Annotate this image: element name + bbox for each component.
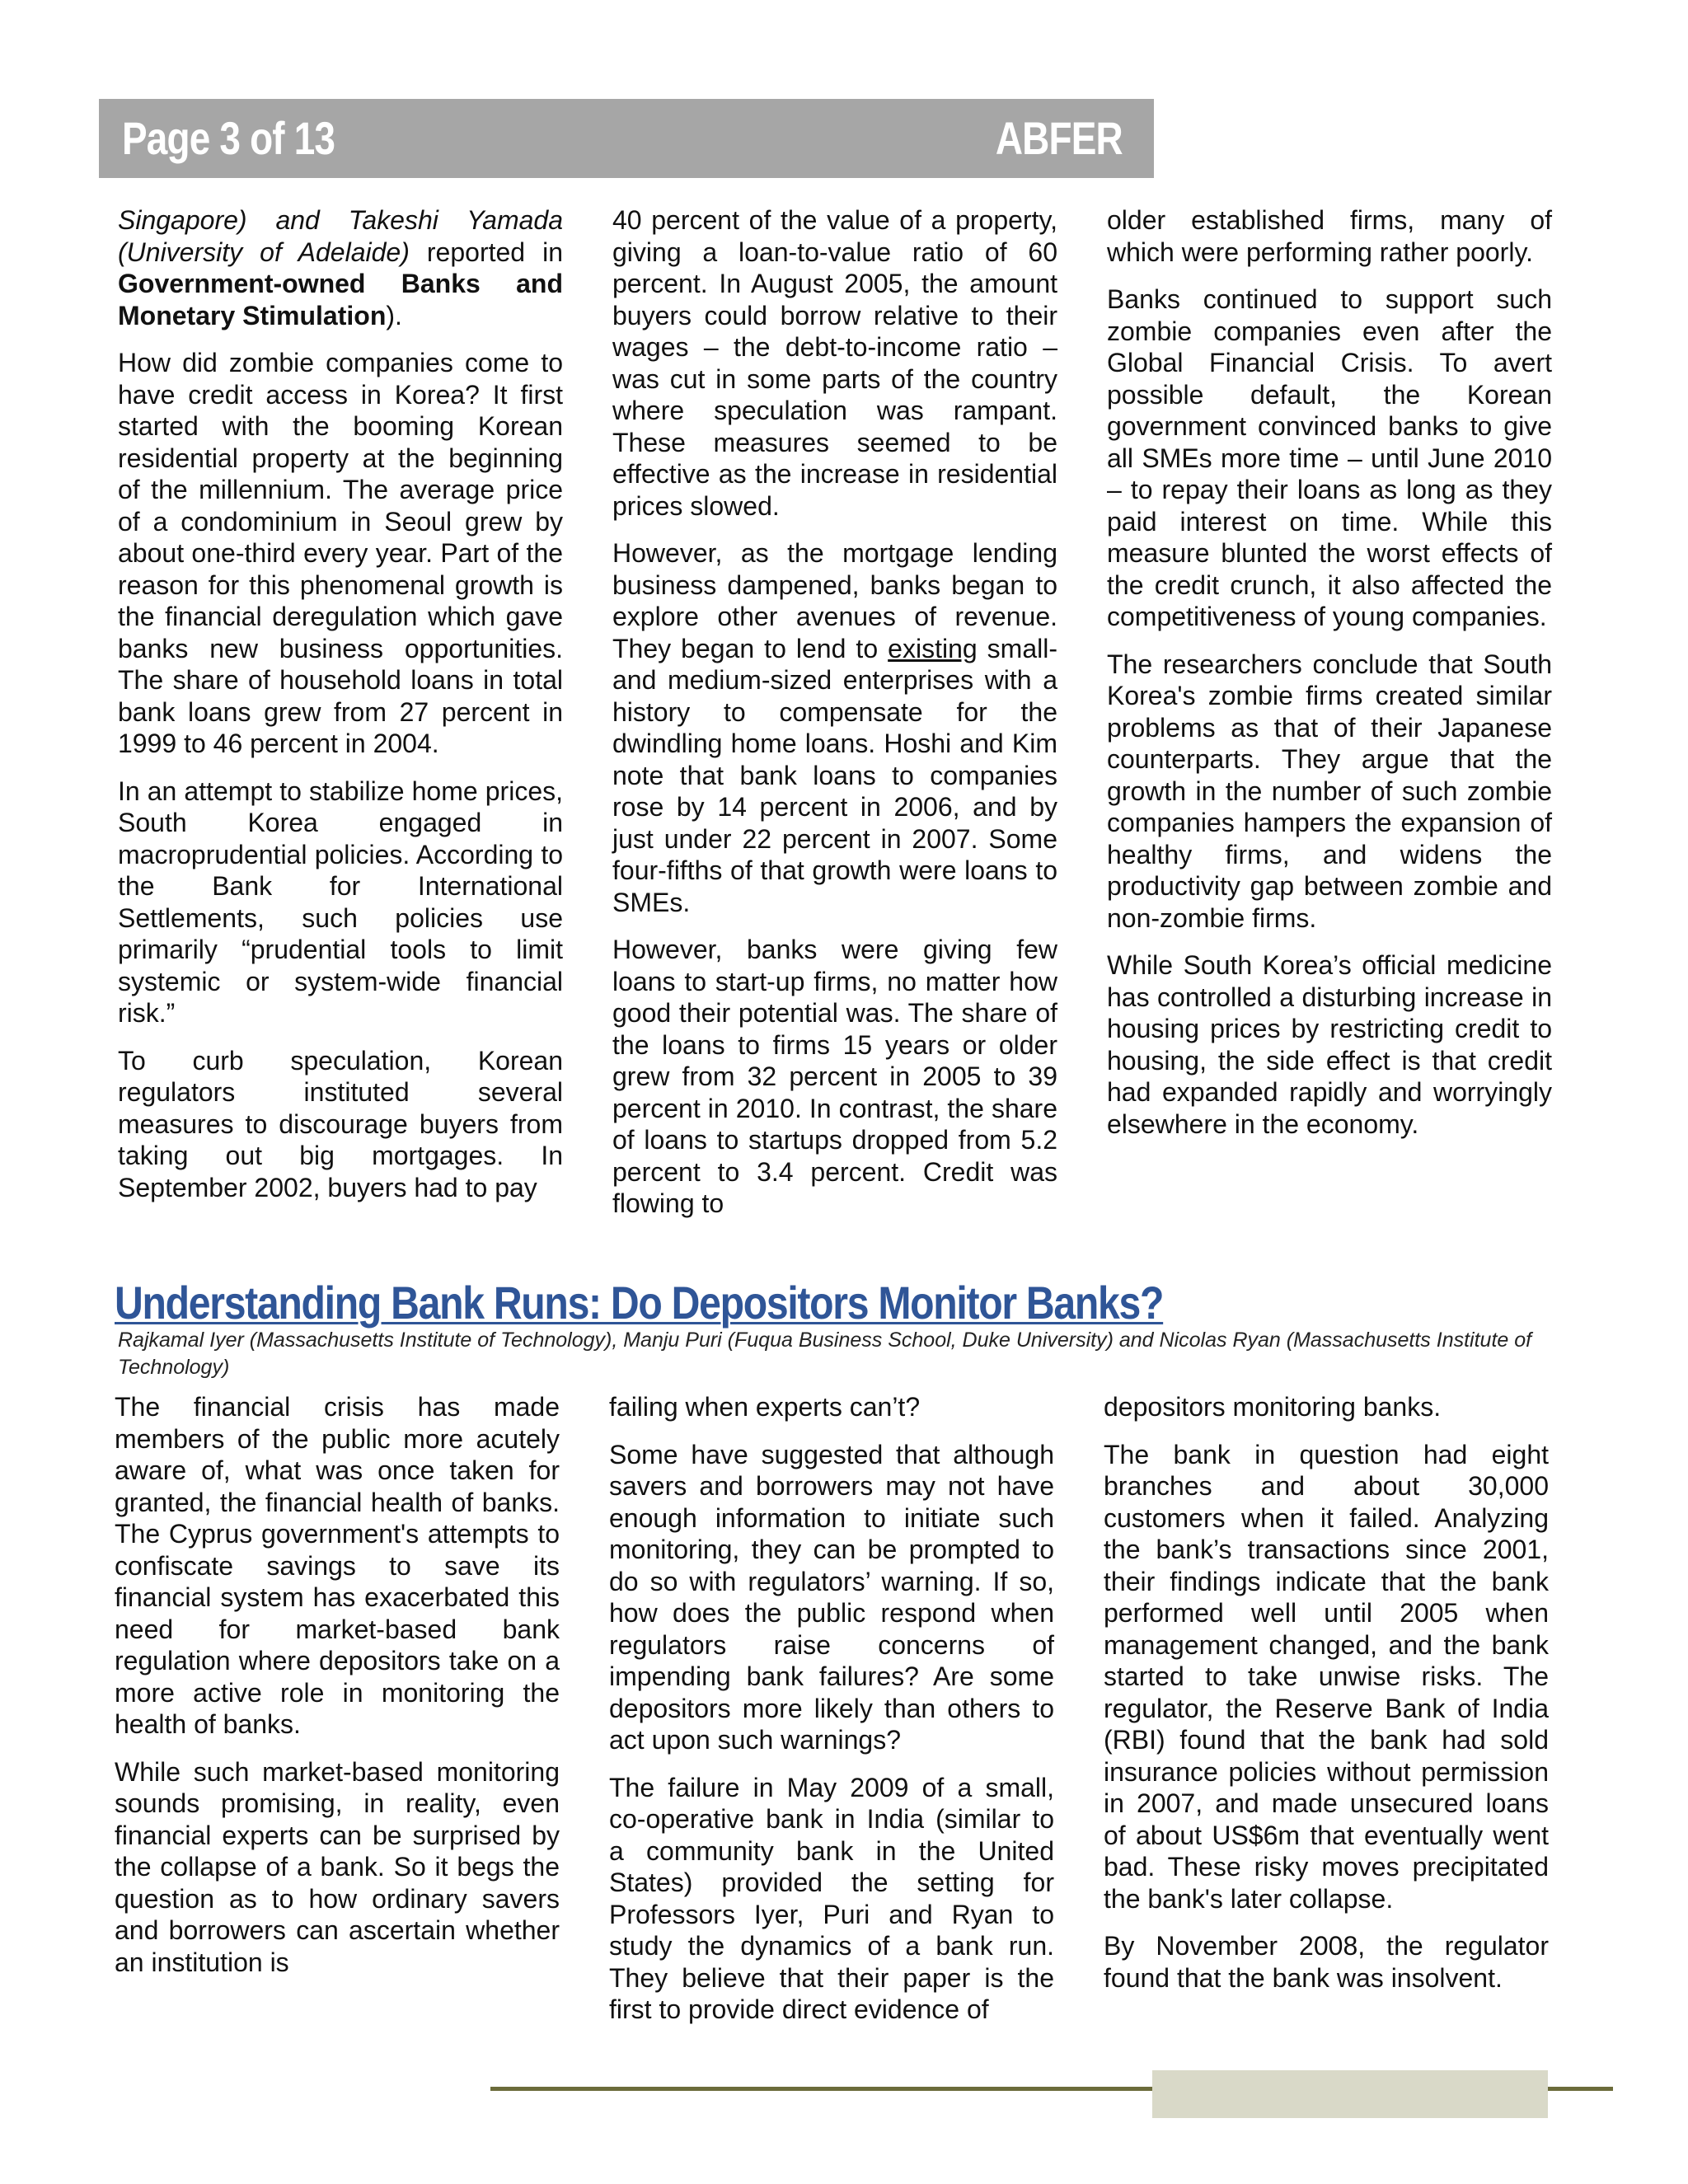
- paragraph: While such market-based monitoring sounds promising, in reality, even financial experts can be surprised by the collapse of a bank. So it begs the question as to how ordinary savers and borrowers can ascertain whether an institution is: [115, 1756, 560, 1977]
- article2-col1: [115, 1391, 560, 2041]
- paragraph: The financial crisis has made members of the public more acutely aware of, what was once taken for granted, the financial health of banks. The Cyprus government's attempts to confiscate savings to save its financial system has exacerbated this need for market-based bank regulation where depositors take on a more active role in monitoring the health of banks.: [115, 1392, 560, 1739]
- underlined-word: existing: [888, 633, 978, 663]
- paragraph: In an attempt to stabilize home prices, South Korea engaged in macroprudential policies. According to the Bank for International Settlements, such policies use primarily “prudential tools to limit systemic or system-wide financial risk.”: [118, 776, 563, 1028]
- author-affiliation: Singapore) and Takeshi Yamada (University of Adelaide): [118, 205, 563, 267]
- paragraph: [612, 537, 1057, 918]
- brand-label: ABFER: [995, 112, 1123, 164]
- text-run: small- and medium-sized enterprises with a history to compensate for the dwindling home loans. Hoshi and Kim note that bank loans to companies rose by 14 percent in 2006, and by just under 22 percent in 2007. Some four-fifths of that growth were loans to SMEs.: [612, 633, 1058, 917]
- text-run: However, as the mortgage lending business dampened, banks began to explore other avenues of revenue. They began to lend to: [612, 538, 1057, 663]
- article1-col3: [1107, 204, 1552, 1235]
- paper-title: Government-owned Banks and Monetary Stimulation: [118, 269, 563, 330]
- text-run: reported in: [409, 237, 564, 267]
- paragraph: The bank in question had eight branches and about 30,000 customers when it failed. Analyzing the bank’s transactions since 2001, their findings indicate that the bank performed well until 2005 when management changed, and the bank started to take unwise risks. The regulator, the Reserve Bank of India (RBI) found that the bank had sold insurance policies without permission in 2007, and made unsecured loans of about US$6m that eventually went bad. These risky moves precipitated the bank's later collapse.: [1104, 1439, 1549, 1914]
- paragraph: By November 2008, the regulator found that the bank was insolvent.: [1104, 1931, 1549, 1993]
- article2-col3: [1104, 1391, 1549, 2041]
- paragraph: How did zombie companies come to have credit access in Korea? It first started with the booming Korean residential property at the beginning of the millennium. The average price of a condominium in Seoul grew by about one-third every year. Part of the reason for this phenomenal growth is the financial deregulation which gave banks new business opportunities. The share of household loans in total bank loans grew from 27 percent in 1999 to 46 percent in 2004.: [118, 348, 563, 758]
- paragraph: However, banks were giving few loans to start-up firms, no matter how good their potential was. The share of the loans to firms 15 years or older grew from 32 percent in 2005 to 39 percent in 2010. In contrast, the share of loans to startups dropped from 5.2 percent to 3.4 percent. Credit was flowing to: [612, 935, 1057, 1218]
- page-number: Page 3 of 13: [122, 112, 335, 164]
- article2-byline: Rajkamal Iyer (Massachusetts Institute of Technology), Manju Puri (Fuqua Business School, Duke University) and Nicolas Ryan (Massachusetts Institute of Technology): [118, 1329, 1532, 1379]
- paragraph: While South Korea’s official medicine has controlled a disturbing increase in housing prices by restricting credit to housing, the side effect is that credit had expanded rapidly and worryingly elsewhere in the economy.: [1107, 950, 1552, 1139]
- paragraph: The failure in May 2009 of a small, co-operative bank in India (similar to a community bank in the United States) provided the setting for Professors Iyer, Puri and Ryan to study the dynamics of a bank run. They believe that their paper is the first to provide direct evidence of: [609, 1772, 1054, 2024]
- paragraph: failing when experts can’t?: [609, 1392, 921, 1422]
- article2-col2: [609, 1391, 1054, 2041]
- paragraph: The researchers conclude that South Korea's zombie firms created similar problems as that of their Japanese counterparts. They argue that the growth in the number of such zombie companies hampers the expansion of healthy firms, and widens the productivity gap between zombie and non-zombie firms.: [1107, 649, 1552, 933]
- paragraph: [118, 204, 563, 331]
- article1-col1: [118, 204, 563, 1235]
- paragraph: Banks continued to support such zombie companies even after the Global Financial Crisis. To avert possible default, the Korean government convinced banks to give all SMEs more time – until June 2010 – to repay their loans as long as they paid interest on time. While this measure blunted the worst effects of the credit crunch, it also affected the competitiveness of young companies.: [1107, 284, 1552, 631]
- paragraph: Some have suggested that although savers and borrowers may not have enough information to initiate such monitoring, they can be prompted to do so with regulators’ warning. If so, how does the public respond when regulators raise concerns of impending bank failures? Are some depositors more likely than others to act upon such warnings?: [609, 1439, 1054, 1755]
- article2-title: Understanding Bank Runs: Do Depositors Monitor Banks?: [115, 1277, 1164, 1329]
- text-run: ).: [386, 300, 402, 330]
- page-header-bar: [99, 99, 1154, 178]
- article1-columns: [118, 204, 1552, 1235]
- footer-box: [1152, 2070, 1548, 2118]
- paragraph: depositors monitoring banks.: [1104, 1392, 1442, 1422]
- paragraph: 40 percent of the value of a property, giving a loan-to-value ratio of 60 percent. In August 2005, the amount buyers could borrow relative to their wages – the debt-to-income ratio – was cut in some parts of the country where speculation was rampant. These measures seemed to be effective as the increase in residential prices slowed.: [612, 205, 1057, 521]
- paragraph: older established firms, many of which were performing rather poorly.: [1107, 205, 1552, 267]
- article1-col2: [612, 204, 1057, 1235]
- article2-columns: [115, 1391, 1549, 2041]
- paragraph: To curb speculation, Korean regulators instituted several measures to discourage buyers from taking out big mortgages. In September 2002, buyers had to pay: [118, 1045, 563, 1202]
